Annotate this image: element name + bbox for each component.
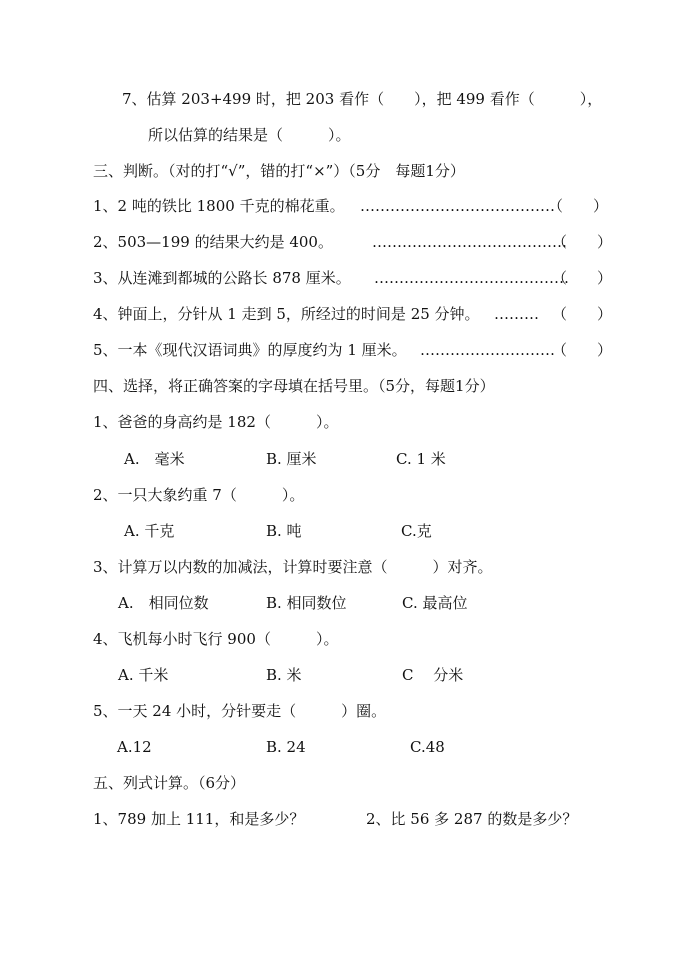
calc-question-1: 1、789 加上 111，和是多少？ [93,810,305,828]
choice-question-4-option-a[interactable]: A. 千米 [118,666,169,684]
judge-item-2-answer-parens[interactable]: （ ） [552,233,613,251]
choice-question-2-option-b[interactable]: B. 吨 [266,522,302,540]
choice-question-2-option-c[interactable]: C.克 [401,522,432,540]
calc-question-2: 2、比 56 多 287 的数是多少？ [366,810,578,828]
judge-item-2-text: 2、503—199 的结果大约是 400。 [93,233,333,251]
choice-question-5-stem: 5、一天 24 小时，分针要走（ ）圈。 [93,702,387,720]
question-7-line-1: 7、估算 203+499 时，把 203 看作（ ），把 499 看作（ ）， [122,90,603,108]
judge-item-4-text: 4、钟面上，分针从 1 走到 5，所经过的时间是 25 分钟。 [93,305,480,323]
section-4-heading: 四、选择，将正确答案的字母填在括号里。（5分，每题1分） [93,377,495,395]
judge-item-1-answer-parens[interactable]: （ ） [548,197,609,215]
question-7-line-2: 所以估算的结果是（ ）。 [148,126,351,144]
choice-question-3-option-b[interactable]: B. 相同数位 [266,594,347,612]
choice-question-4-option-b[interactable]: B. 米 [266,666,302,684]
choice-question-3-option-a[interactable]: A. 相同位数 [118,594,209,612]
choice-question-5-option-b[interactable]: B. 24 [266,738,306,756]
choice-question-1-option-a[interactable]: A. 毫米 [124,450,185,468]
choice-question-1-option-c[interactable]: C. 1 米 [396,450,446,468]
judge-item-1-text: 1、2 吨的铁比 1800 千克的棉花重。 [93,197,345,215]
judge-item-5-text: 5、一本《现代汉语词典》的厚度约为 1 厘米。 [93,341,407,359]
judge-item-3-dots: ………………………………… [374,269,569,287]
judge-item-1-dots: ………………………………… [360,197,555,215]
choice-question-3-stem: 3、计算万以内数的加减法，计算时要注意（ ）对齐。 [93,558,493,576]
judge-item-5-dots: ……………………… [420,341,555,359]
judge-item-2-dots: ………………………………… [372,233,567,251]
choice-question-5-option-c[interactable]: C.48 [410,738,445,756]
choice-question-4-option-c[interactable]: C 分米 [402,666,464,684]
section-5-heading: 五、列式计算。（6分） [93,774,246,792]
judge-item-4-dots: ……… [494,305,539,323]
choice-question-1-stem: 1、爸爸的身高约是 182（ ）。 [93,413,339,431]
choice-question-1-option-b[interactable]: B. 厘米 [266,450,317,468]
choice-question-4-stem: 4、飞机每小时飞行 900（ ）。 [93,630,339,648]
choice-question-3-option-c[interactable]: C. 最高位 [402,594,468,612]
judge-item-5-answer-parens[interactable]: （ ） [552,341,613,359]
choice-question-2-stem: 2、一只大象约重 7（ ）。 [93,486,305,504]
judge-item-3-answer-parens[interactable]: （ ） [552,269,613,287]
judge-item-4-answer-parens[interactable]: （ ） [552,305,613,323]
section-3-heading: 三、判断。（对的打“√”，错的打“×”）（5分 每题1分） [93,162,465,180]
judge-item-3-text: 3、从连滩到都城的公路长 878 厘米。 [93,269,351,287]
choice-question-2-option-a[interactable]: A. 千克 [124,522,175,540]
choice-question-5-option-a[interactable]: A.12 [117,738,152,756]
